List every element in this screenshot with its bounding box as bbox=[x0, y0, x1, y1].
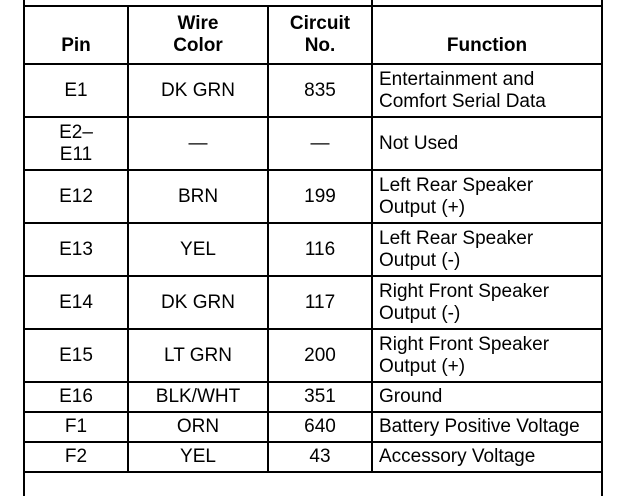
pin-table bbox=[23, 5, 603, 473]
pin-cell: E1 bbox=[24, 64, 128, 117]
table-row bbox=[24, 223, 602, 276]
pin-cell: E12 bbox=[24, 170, 128, 223]
circuit-cell: 43 bbox=[268, 442, 372, 472]
pin-cell: E13 bbox=[24, 223, 128, 276]
table-row bbox=[24, 117, 602, 170]
function-cell: Battery Positive Voltage bbox=[372, 412, 602, 442]
table-row bbox=[24, 382, 602, 412]
pin-cell: E14 bbox=[24, 276, 128, 329]
table-row bbox=[24, 276, 602, 329]
function-cell: Left Rear Speaker Output (+) bbox=[372, 170, 602, 223]
header-wire-color: Wire Color bbox=[128, 6, 268, 64]
table-row bbox=[24, 64, 602, 117]
circuit-cell: 640 bbox=[268, 412, 372, 442]
wire-color-cell: ORN bbox=[128, 412, 268, 442]
table-row bbox=[24, 170, 602, 223]
wire-color-cell: LT GRN bbox=[128, 329, 268, 382]
wire-color-cell: DK GRN bbox=[128, 64, 268, 117]
circuit-cell: 200 bbox=[268, 329, 372, 382]
header-row bbox=[24, 6, 602, 64]
table-row bbox=[24, 329, 602, 382]
header-circuit-no: Circuit No. bbox=[268, 6, 372, 64]
wire-color-cell: BRN bbox=[128, 170, 268, 223]
wire-color-cell: YEL bbox=[128, 223, 268, 276]
function-cell: Accessory Voltage bbox=[372, 442, 602, 472]
function-cell: Entertainment and Comfort Serial Data bbox=[372, 64, 602, 117]
circuit-cell: 351 bbox=[268, 382, 372, 412]
circuit-cell: 117 bbox=[268, 276, 372, 329]
function-cell: Right Front Speaker Output (+) bbox=[372, 329, 602, 382]
function-cell: Right Front Speaker Output (-) bbox=[372, 276, 602, 329]
pin-cell: E16 bbox=[24, 382, 128, 412]
circuit-cell: 116 bbox=[268, 223, 372, 276]
header-function: Function bbox=[372, 6, 602, 64]
wire-color-cell: — bbox=[128, 117, 268, 170]
function-cell: Left Rear Speaker Output (-) bbox=[372, 223, 602, 276]
wire-color-cell: YEL bbox=[128, 442, 268, 472]
circuit-cell: — bbox=[268, 117, 372, 170]
circuit-cell: 199 bbox=[268, 170, 372, 223]
pin-cell: E2– E11 bbox=[24, 117, 128, 170]
wire-color-cell: BLK/WHT bbox=[128, 382, 268, 412]
pin-cell: E15 bbox=[24, 329, 128, 382]
circuit-cell: 835 bbox=[268, 64, 372, 117]
pin-cell: F2 bbox=[24, 442, 128, 472]
function-cell: Not Used bbox=[372, 117, 602, 170]
table-row bbox=[24, 442, 602, 472]
table-row bbox=[24, 412, 602, 442]
wire-color-cell: DK GRN bbox=[128, 276, 268, 329]
header-pin: Pin bbox=[24, 6, 128, 64]
pin-cell: F1 bbox=[24, 412, 128, 442]
function-cell: Ground bbox=[372, 382, 602, 412]
